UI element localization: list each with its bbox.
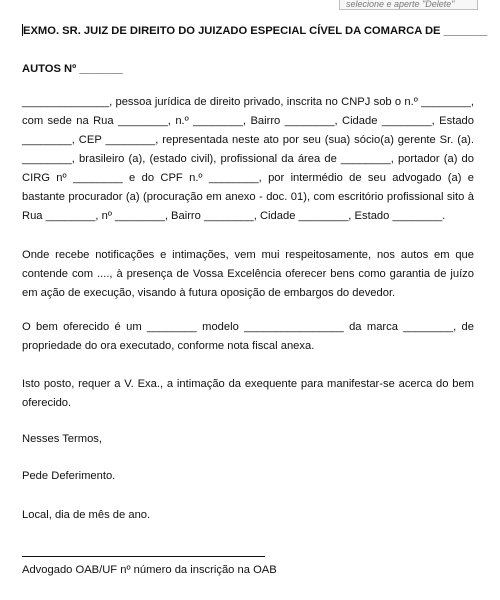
paragraph-party-identification: ______________, pessoa jurídica de direito privado, inscrita no CNPJ sob o n.º ________, com sede na Rua ________, n.º ________, Bairro ________, Cidade ________, Estado ________, CEP ________, representada neste ato por seu (sua) sócio(a) gerente Sr. (a). ________, brasileiro (a), (estado civil), profissional da área de ________, portador (a) do CIRG nº ________ e do CPF n.º ________, por intermédio de seu advogado (a) e bastante procurador (a) (procuração em anexo - doc. 01), com escritório profissional sito à Rua ________, nº ________, Bairro ________, Cidade ________, Estado ________.: [22, 96, 474, 222]
paragraph-offer-of-assets: Onde recebe notificações e intimações, vem mui respeitosamente, nos autos em que contende com ...., à presença de Vossa Excelência oferecer bens como garantia de juízo em ação de execução, visando à futura oposição de embargos do devedor.: [22, 249, 474, 299]
delete-hint-text: selecione e aperte "Delete": [346, 0, 455, 9]
paragraph-asset-description: O bem oferecido é um ________ modelo ________________ da marca ________, de propriedade do ora executado, conforme nota fiscal anexa.: [22, 321, 474, 352]
document-heading: EXMO. SR. JUIZ DE DIREITO DO JUIZADO ESPECIAL CÍVEL DA COMARCA DE _______: [23, 25, 488, 37]
paragraph-request: Isto posto, requer a V. Exa., a intimação da exequente para manifestar-se acerca do bem oferecido.: [22, 378, 474, 409]
signature-caption: Advogado OAB/UF nº número da inscrição na OAB: [22, 564, 277, 576]
delete-hint-box: [339, 0, 478, 10]
case-number-line: AUTOS Nº _______: [22, 63, 123, 75]
closing-request: Pede Deferimento.: [22, 470, 116, 482]
signature-line: [22, 556, 265, 557]
place-and-date: Local, dia de mês de ano.: [22, 509, 151, 521]
closing-terms: Nesses Termos,: [22, 433, 102, 445]
